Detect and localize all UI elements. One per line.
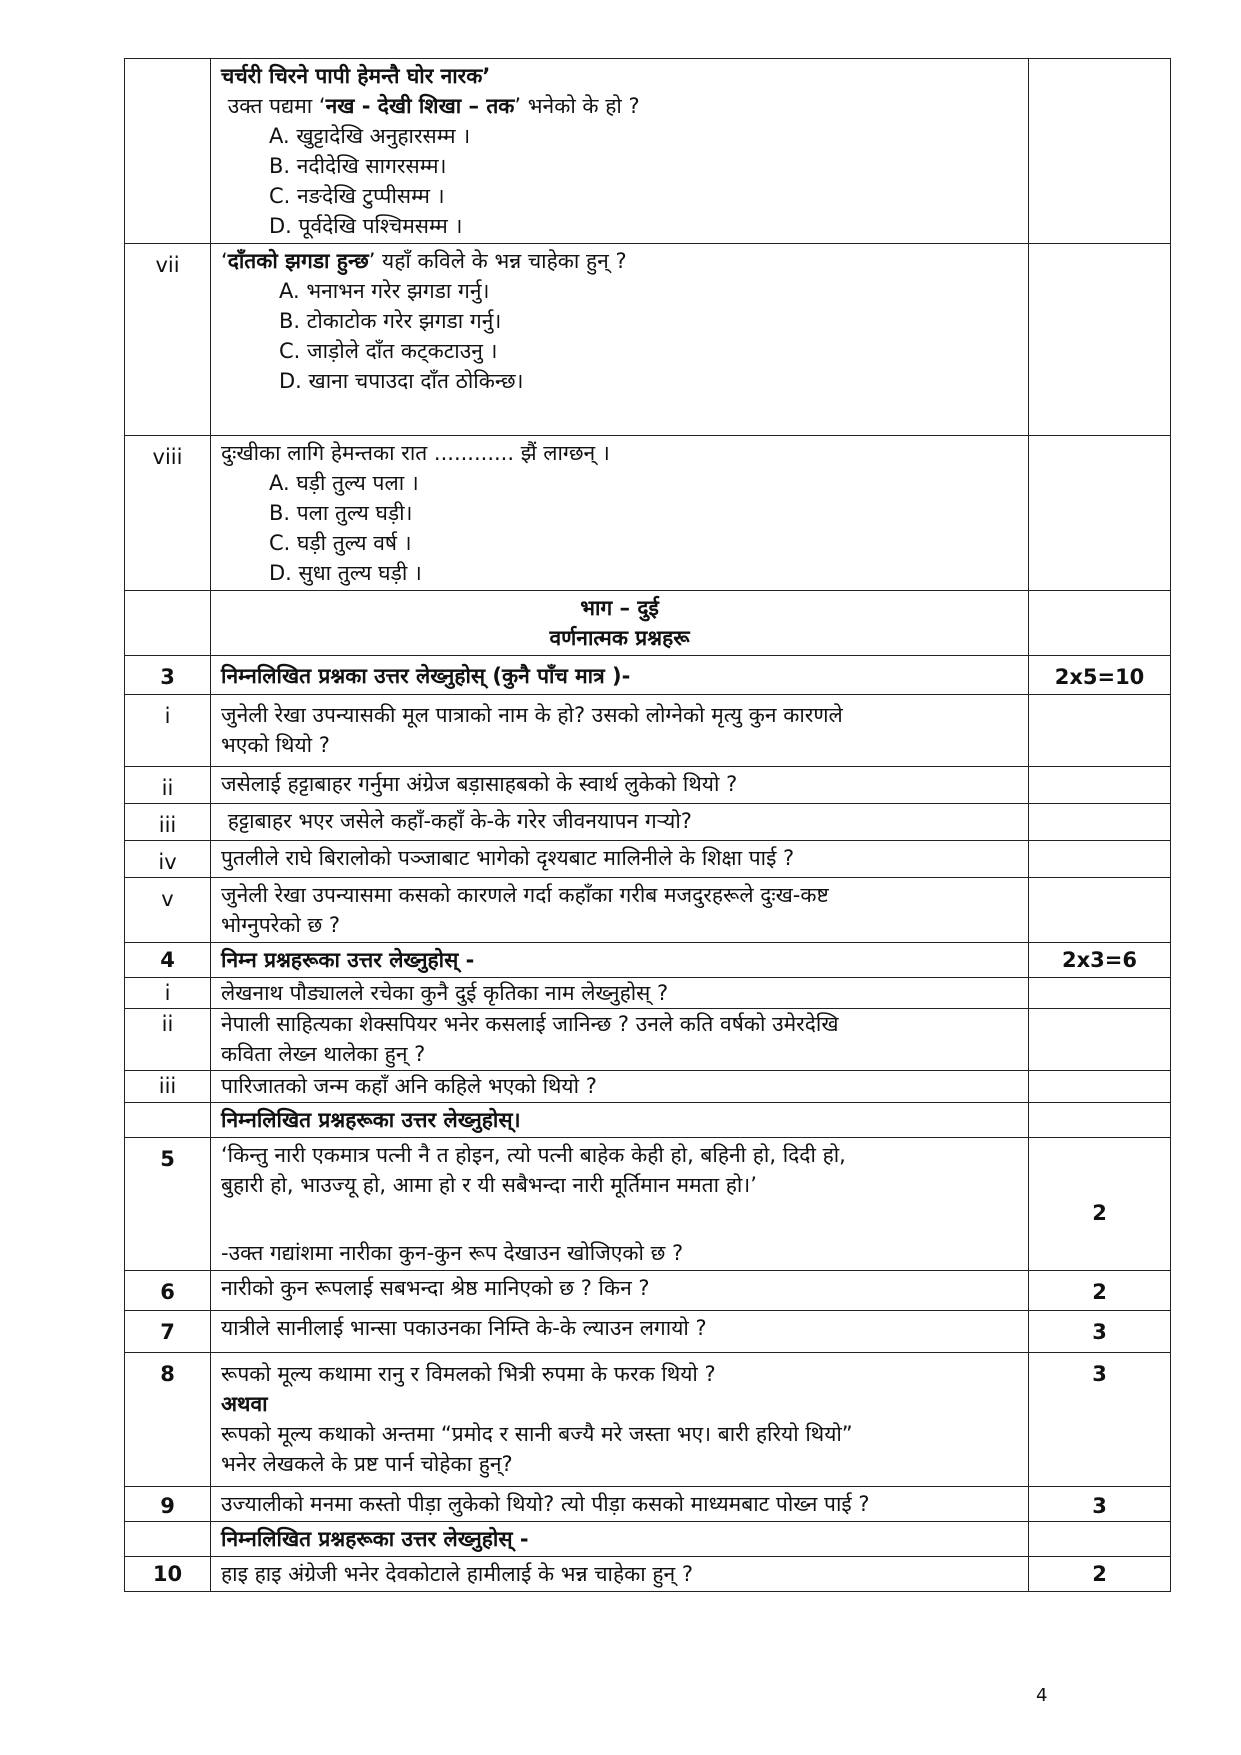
marks: 3 [1029,1353,1171,1487]
question-text: ‘दाँतको झगडा हुन्छ’ यहाँ कविले के भन्न चाहेका हुन् ? [221,249,627,273]
question-text: जसेलाई हट्टाबाहर गर्नुमा अंग्रेज बड़ासाहबको के स्वार्थ लुकेको थियो ? [221,772,738,796]
option: A. भनाभन गरेर झगडा गर्नु। [279,279,490,303]
option: A. घड़ी तुल्य पला । [269,471,419,495]
question-number: 10 [125,1557,211,1592]
question-heading: निम्न प्रश्नहरूका उत्तर लेख्नुहोस् - [221,948,475,972]
question-text: जुनेली रेखा उपन्यासकी मूल पात्राको नाम के हो? उसको लोग्नेको मृत्यु कुन कारणले [221,703,843,727]
question-table [124,58,1171,1592]
question-text: लेखनाथ पौड्यालले रचेका कुनै दुई कृतिका नाम लेख्नुहोस् ? [221,981,669,1005]
table-row [125,1487,1171,1522]
page-number: 4 [1036,1685,1048,1706]
question-text: दुःखीका लागि हेमन्तका रात ............ झैं लाग्छन् । [221,441,610,465]
question-text: पारिजातको जन्म कहाँ अनि कहिले भएको थियो ? [221,1074,597,1098]
question-number: 8 [125,1353,211,1487]
marks: 3 [1029,1487,1171,1522]
option: D. सुधा तुल्य घड़ी । [269,561,422,585]
table-row [125,804,1171,841]
question-number: 5 [125,1138,211,1271]
section-subtitle: वर्णनात्मक प्रश्नहरू [549,626,690,650]
group-heading: निम्नलिखित प्रश्नहरूका उत्तर लेख्नुहोस् - [221,1527,529,1551]
question-text: हट्टाबाहर भएर जसेले कहाँ-कहाँ के-के गरेर जीवनयापन गऱ्यो? [227,809,692,833]
table-row [125,1557,1171,1592]
question-number [125,59,211,244]
marks: 2x5=10 [1029,656,1171,695]
question-text: भोग्नुपरेको छ ? [221,913,341,937]
group-heading-row [125,1522,1171,1557]
option: C. नङदेखि टुप्पीसम्म । [269,184,445,208]
question-text: उज्यालीको मनमा कस्तो पीड़ा लुकेको थियो? त्यो पीड़ा कसको माध्यमबाट पोख्न पाई ? [221,1492,870,1516]
question-number: ii [125,1009,211,1071]
or-label: अथवा [221,1392,268,1416]
marks: 2x3=6 [1029,943,1171,978]
question-number: 9 [125,1487,211,1522]
question-heading-row [125,656,1171,695]
table-row [125,978,1171,1009]
marks: 2 [1029,1557,1171,1592]
table-row [125,1271,1171,1311]
passage-line: ‘किन्तु नारी एकमात्र पत्नी नै त होइन, त्यो पत्नी बाहेक केही हो, बहिनी हो, दिदी हो, [221,1143,846,1167]
question-number: 4 [125,943,211,978]
question-text: भएको थियो ? [221,733,330,757]
marks: 3 [1029,1311,1171,1353]
question-text: यात्रीले सानीलाई भान्सा पकाउनका निम्ति के-के ल्याउन लगायो ? [221,1316,707,1340]
table-row [125,1071,1171,1103]
question-number: i [125,978,211,1009]
marks: 2 [1029,1271,1171,1311]
question-text: जुनेली रेखा उपन्यासमा कसको कारणले गर्दा कहाँका गरीब मजदुरहरूले दुःख-कष्ट [221,883,829,907]
option: D. खाना चपाउदा दाँत ठोकिन्छ। [279,369,524,393]
question-text: नेपाली साहित्यका शेक्सपियर भनेर कसलाई जानिन्छ ? उनले कति वर्षको उमेरदेखि [221,1012,839,1036]
table-row [125,1138,1171,1271]
question-text: भनेर लेखकले के प्रष्ट पार्न चोहेका हुन्? [221,1452,513,1476]
option: B. नदीदेखि सागरसम्म। [269,154,447,178]
question-heading: निम्नलिखित प्रश्नका उत्तर लेख्नुहोस् (कुनै पाँच मात्र )- [221,664,631,688]
question-number: 6 [125,1271,211,1311]
option: B. पला तुल्य घड़ी। [269,501,413,525]
question-text: पुतलीले राघे बिरालोको पञ्जाबाट भागेको दृश्यबाट मालिनीले के शिक्षा पाई ? [221,846,795,870]
question-number: i [125,695,211,767]
option: C. घड़ी तुल्य वर्ष । [269,531,412,555]
option: C. जाड़ोले दाँत कट्कटाउनु । [279,339,498,363]
table-row [125,1009,1171,1071]
question-heading-row [125,943,1171,978]
group-heading-row [125,1103,1171,1138]
table-row [125,767,1171,804]
question-number: viii [125,436,211,591]
table-row [125,878,1171,943]
group-heading: निम्नलिखित प्रश्नहरूका उत्तर लेख्नुहोस्। [221,1108,521,1132]
question-number: iii [125,804,211,841]
verse-line: चर्चरी चिरने पापी हेमन्तै घोर नारक’ [221,64,491,88]
marks: 2 [1029,1138,1171,1271]
section-title: भाग – दुई [580,596,659,620]
passage-line: बुहारी हो, भाउज्यू हो, आमा हो र यी सबैभन्दा नारी मूर्तिमान ममता हो।’ [221,1173,757,1197]
question-number: vii [125,244,211,436]
table-row [125,436,1171,591]
question-text: उक्त पद्यमा ‘नख - देखी शिखा – तक’ भनेको के हो ? [227,94,640,118]
question-number: 3 [125,656,211,695]
question-text: कविता लेख्न थालेका हुन् ? [221,1042,426,1066]
table-row [125,841,1171,878]
table-row [125,59,1171,244]
option: A. खुट्टादेखि अनुहारसम्म । [269,124,471,148]
option: D. पूर्वदेखि पश्चिमसम्म । [269,214,463,238]
question-number: 7 [125,1311,211,1353]
question-number: iii [125,1071,211,1103]
question-number: iv [125,841,211,878]
question-text: रूपको मूल्य कथामा रानु र विमलको भित्री रुपमा के फरक थियो ? [221,1362,716,1386]
section-header-row [125,591,1171,656]
table-row [125,695,1171,767]
table-row [125,244,1171,436]
question-text: हाइ हाइ अंग्रेजी भनेर देवकोटाले हामीलाई के भन्न चाहेका हुन् ? [221,1562,694,1586]
question-number: v [125,878,211,943]
question-text: -उक्त गद्यांशमा नारीका कुन-कुन रूप देखाउन खोजिएको छ ? [221,1241,684,1265]
question-text: रूपको मूल्य कथाको अन्तमा “प्रमोद र सानी बज्यै मरे जस्ता भए। बारी हरियो थियो” [221,1422,853,1446]
table-row [125,1353,1171,1487]
table-row [125,1311,1171,1353]
option: B. टोकाटोक गरेर झगडा गर्नु। [279,309,502,333]
question-number: ii [125,767,211,804]
question-text: नारीको कुन रूपलाई सबभन्दा श्रेष्ठ मानिएको छ ? किन ? [221,1276,650,1300]
